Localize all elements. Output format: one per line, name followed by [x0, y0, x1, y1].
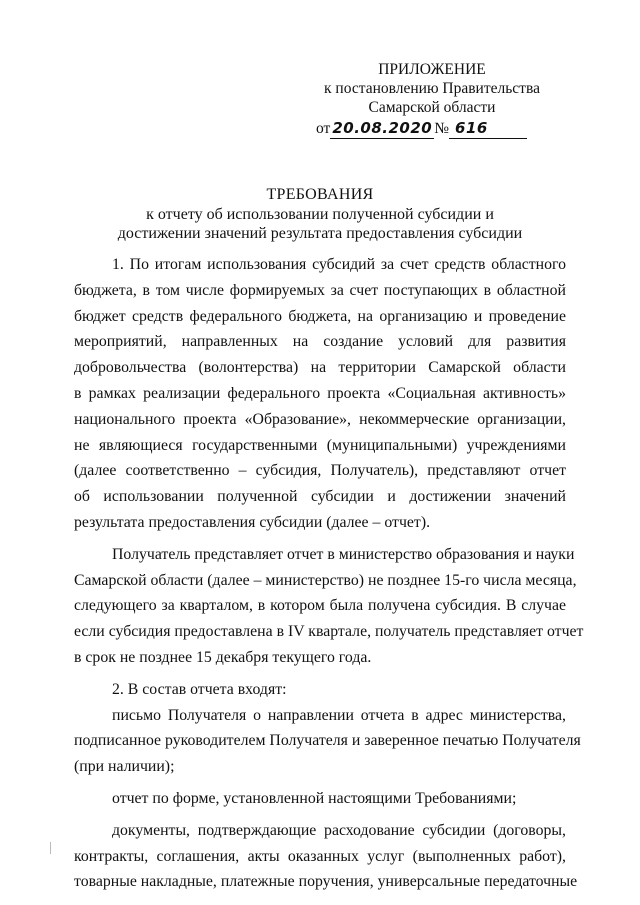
- document-title: ТРЕБОВАНИЯ: [266, 186, 374, 203]
- subtitle-line-1: к отчету об использовании полученной субсидии и: [146, 206, 494, 223]
- text-line: мероприятий, направленных на создание условий для развития: [74, 333, 566, 351]
- appendix-title: ПРИЛОЖЕНИЕ: [378, 61, 486, 78]
- appendix-signature-line: [302, 119, 562, 139]
- paragraph-1: [74, 252, 566, 542]
- text-line: контракты, соглашения, акты оказанных услуг (выполненных работ),: [74, 847, 566, 865]
- handwritten-number: 616: [449, 119, 527, 139]
- paragraph-6: [74, 818, 578, 895]
- text-line: результата предоставления субсидии (далее – отчет).: [74, 513, 431, 531]
- text-line: в рамках реализации федерального проекта «Социальная активность»: [74, 384, 566, 402]
- text-line: не являющиеся государственными (муниципальными) учреждениями: [74, 436, 566, 454]
- subtitle-line-2: достижении значений результата предоставления субсидии: [117, 225, 523, 242]
- text-line: 2. В состав отчета входят:: [112, 680, 287, 698]
- text-line: Самарской области (далее – министерство) не позднее 15-го числа месяца,: [74, 571, 577, 589]
- text-line: товарные накладные, платежные поручения, универсальные передаточные: [74, 873, 578, 891]
- text-line: 1. По итогам использования субсидий за счет средств областного: [112, 256, 566, 273]
- text-line: об использовании полученной субсидии и достижении значений: [74, 488, 566, 506]
- text-line: бюджета, в том числе формируемых за счет поступающих в областной: [74, 281, 566, 299]
- text-line: Получатель представляет отчет в министерство образования и науки: [112, 545, 575, 563]
- number-label: №: [434, 120, 450, 137]
- handwritten-date: 20.08.2020: [332, 119, 433, 137]
- paragraph-3: [74, 677, 566, 703]
- text-line: документы, подтверждающие расходование субсидии (договоры,: [112, 821, 566, 839]
- appendix-block: [302, 60, 562, 139]
- margin-mark: [50, 842, 51, 854]
- text-line: подписанное руководителем Получателя и заверенное печатью Получателя: [74, 732, 581, 750]
- text-line: (при наличии);: [74, 758, 175, 776]
- text-line: (далее соответственно – субсидия, Получатель), представляют отчет: [74, 462, 566, 480]
- appendix-line-2: Самарской области: [368, 99, 496, 116]
- text-line: в срок не позднее 15 декабря текущего года.: [74, 648, 372, 666]
- text-line: национального проекта «Образование», некоммерческие организации,: [74, 410, 566, 428]
- from-label: от: [316, 120, 331, 137]
- text-line: письмо Получателя о направлении отчета в адрес министерства,: [112, 706, 566, 724]
- paragraph-5: [74, 786, 566, 818]
- text-line: следующего за кварталом, в котором была получена субсидия. В случае: [74, 597, 566, 615]
- text-line: добровольчества (волонтерства) на территории Самарской области: [74, 359, 566, 377]
- document-body: [74, 252, 584, 895]
- text-line: бюджет средств федерального бюджета, на организацию и проведение: [74, 307, 566, 325]
- text-line: если субсидия предоставлена в IV квартале, получатель представляет отчет: [74, 623, 584, 641]
- paragraph-2: [74, 542, 584, 677]
- document-subtitle: [0, 205, 640, 243]
- paragraph-4: [74, 703, 581, 786]
- text-line: отчет по форме, установленной настоящими Требованиями;: [112, 789, 517, 807]
- appendix-line-1: к постановлению Правительства: [324, 80, 540, 97]
